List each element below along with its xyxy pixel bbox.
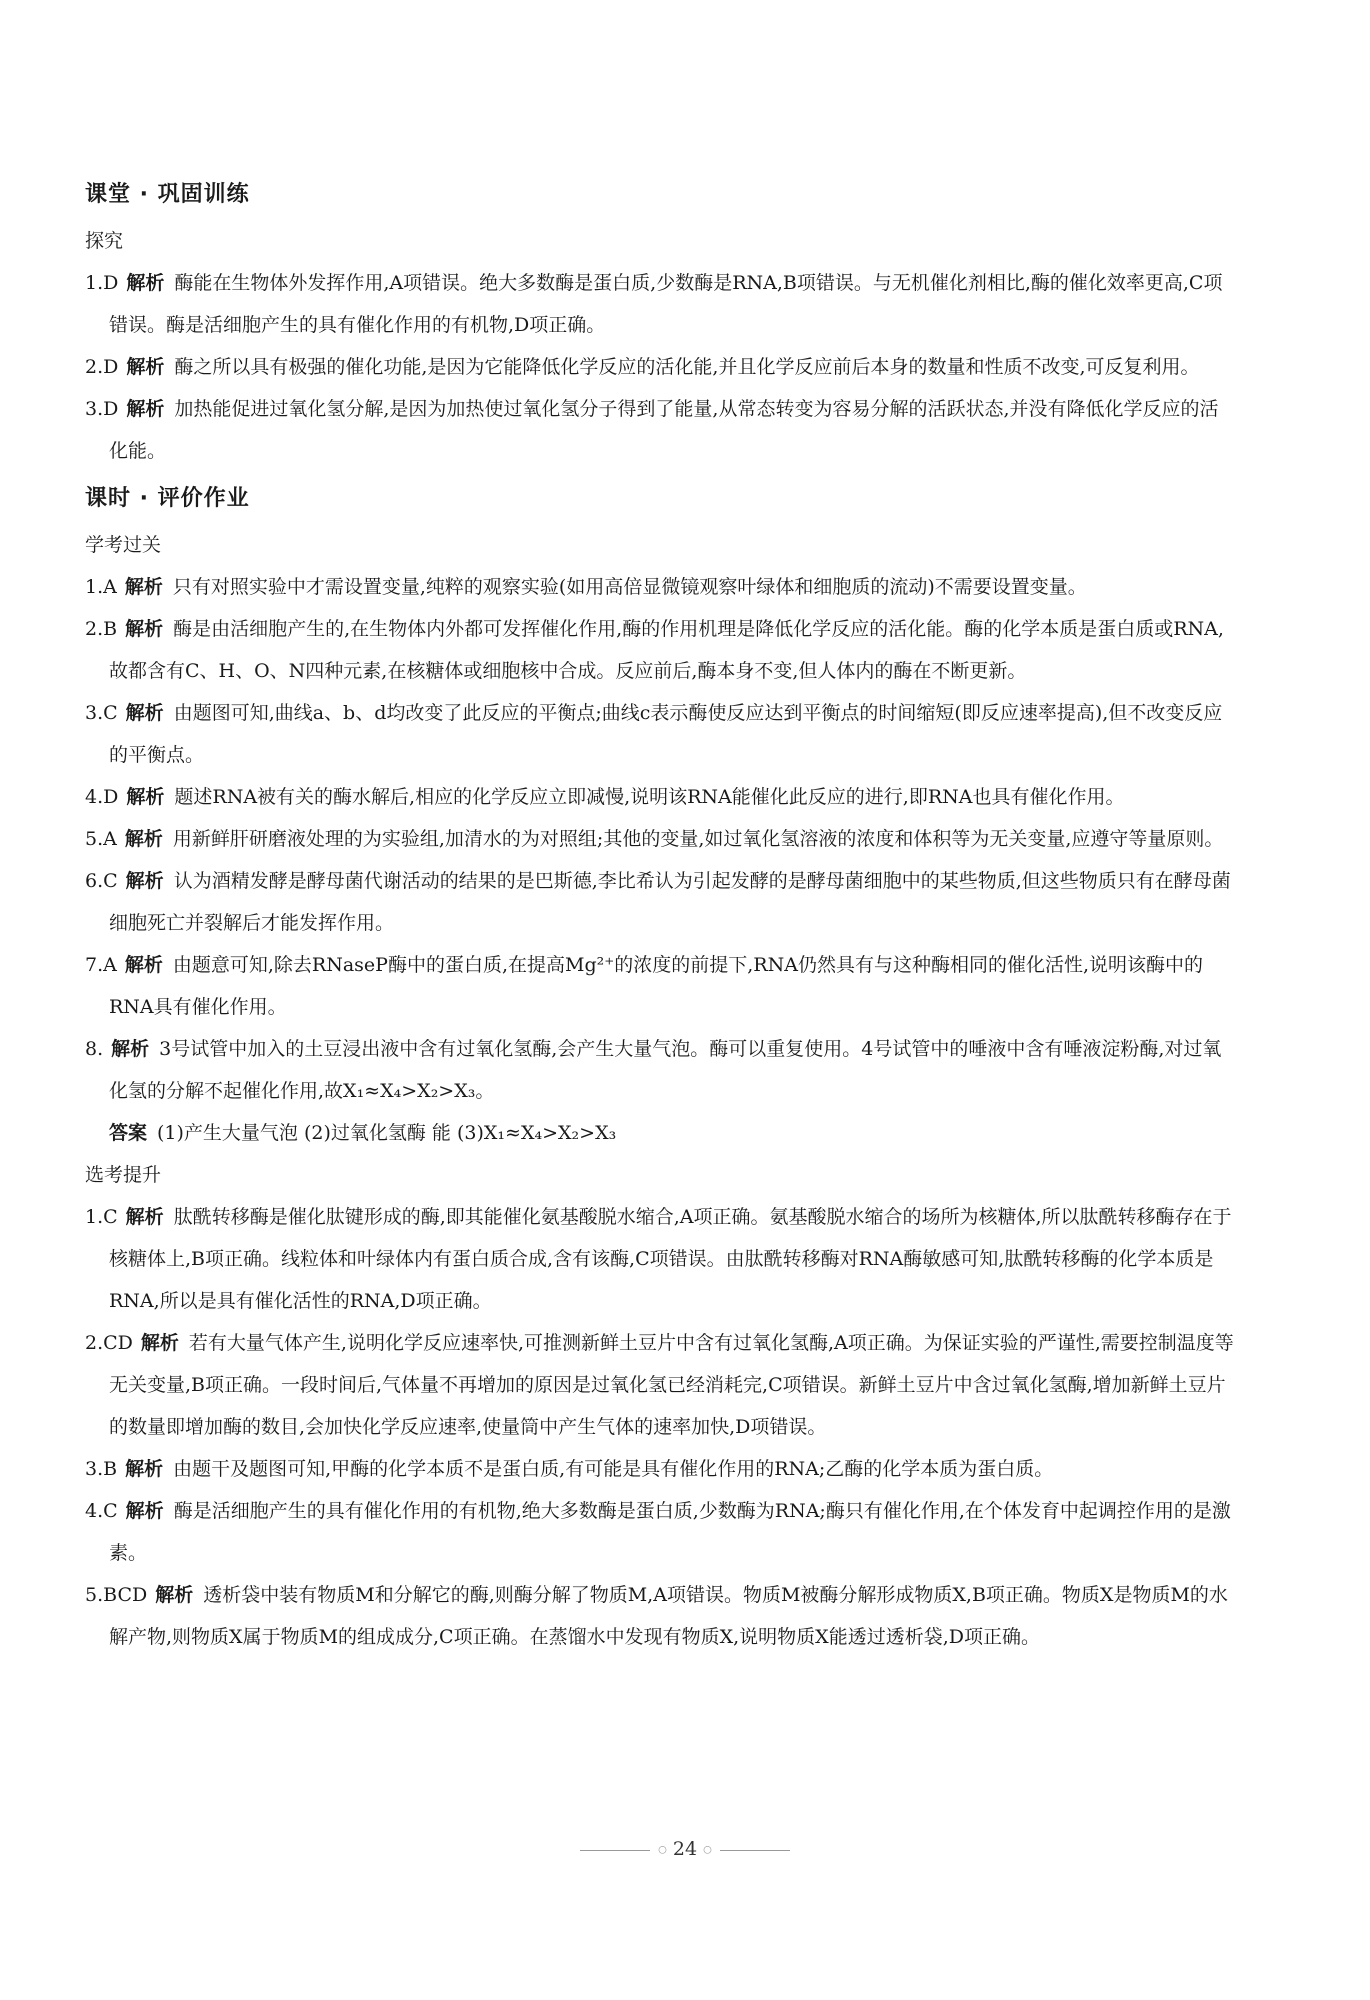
item-tag: 解析: [124, 576, 163, 598]
answer-item: [85, 608, 1235, 692]
item-tag: 解析: [125, 1500, 164, 1522]
item-text: 认为酒精发酵是酵母菌代谢活动的结果的是巴斯德,李比希认为引起发酵的是酵母菌细胞中的某些物质,但这些物质只有在酵母菌细胞死亡并裂解后才能发挥作用。: [109, 870, 1231, 934]
explore-list: [85, 262, 1235, 472]
item-text: 只有对照实验中才需设置变量,纯粹的观察实验(如用高倍显微镜观察叶绿体和细胞质的流动)不需要设置变量。: [172, 576, 1087, 598]
answer-item: [85, 566, 1235, 608]
item-number: 1.A: [85, 576, 117, 598]
item-text: 由题图可知,曲线a、b、d均改变了此反应的平衡点;曲线c表示酶使反应达到平衡点的时间缩短(即反应速率提高),但不改变反应的平衡点。: [109, 702, 1223, 766]
item-tag: 解析: [125, 870, 164, 892]
item-number: 8.: [85, 1038, 104, 1060]
item-tag: 解析: [126, 272, 165, 294]
answer-text: (1)产生大量气泡 (2)过氧化氢酶 能 (3)X₁≈X₄>X₂>X₃: [157, 1122, 617, 1144]
item-number: 5.A: [85, 828, 117, 850]
answer-item: [85, 818, 1235, 860]
item-tag: 解析: [111, 1038, 150, 1060]
answer-content: [85, 168, 1235, 1658]
item-text: 题述RNA被有关的酶水解后,相应的化学反应立即减慢,说明该RNA能催化此反应的进行,即RNA也具有催化作用。: [174, 786, 1125, 808]
item-number: 5.BCD: [85, 1584, 148, 1606]
item-tag: 解析: [126, 356, 165, 378]
answer-item: [85, 776, 1235, 818]
item-tag: 解析: [126, 786, 165, 808]
answer-line: [85, 1112, 1235, 1154]
item-number: 3.C: [85, 702, 118, 724]
section-title-homework: 课时 · 评价作业: [85, 486, 250, 511]
item-tag: 解析: [124, 954, 163, 976]
answer-item: [85, 1574, 1235, 1658]
item-number: 4.D: [85, 786, 119, 808]
page-number: 24: [672, 1838, 698, 1860]
footer-rule-left: [580, 1850, 650, 1851]
answer-item: [85, 1196, 1235, 1322]
item-tag: 解析: [125, 702, 164, 724]
item-number: 4.C: [85, 1500, 118, 1522]
answer-item: [85, 346, 1235, 388]
footer-dot-right: ○: [703, 1844, 712, 1856]
item-text: 若有大量气体产生,说明化学反应速率快,可推测新鲜土豆片中含有过氧化氢酶,A项正确。为保证实验的严谨性,需要控制温度等无关变量,B项正确。一段时间后,气体量不再增加的原因是过氧化氢已经消耗完,C项错误。新鲜土豆片中含过氧化氢酶,增加新鲜土豆片的数量即增加酶的数目,会加快化学反应速率,使量筒中产生气体的速率加快,D项错误。: [109, 1332, 1234, 1438]
answer-item: [85, 944, 1235, 1028]
item-number: 2.D: [85, 356, 119, 378]
answer-item: [85, 1028, 1235, 1112]
answer-item: [85, 1490, 1235, 1574]
item-tag: 解析: [125, 618, 164, 640]
advanced-list: [85, 1196, 1235, 1658]
item-tag: 解析: [124, 828, 163, 850]
item-number: 1.D: [85, 272, 119, 294]
item-text: 酶是由活细胞产生的,在生物体内外都可发挥催化作用,酶的作用机理是降低化学反应的活化能。酶的化学本质是蛋白质或RNA,故都含有C、H、O、N四种元素,在核糖体或细胞核中合成。反应前后,酶本身不变,但人体内的酶在不断更新。: [109, 618, 1224, 682]
item-text: 加热能促进过氧化氢分解,是因为加热使过氧化氢分子得到了能量,从常态转变为容易分解的活跃状态,并没有降低化学反应的活化能。: [109, 398, 1219, 462]
subsection-explore: 探究: [85, 230, 124, 252]
item-text: 3号试管中加入的土豆浸出液中含有过氧化氢酶,会产生大量气泡。酶可以重复使用。4号试管中的唾液中含有唾液淀粉酶,对过氧化氢的分解不起催化作用,故X₁≈X₄>X₂>X₃。: [109, 1038, 1222, 1102]
item-tag: 解析: [125, 1206, 164, 1228]
item-text: 肽酰转移酶是催化肽键形成的酶,即其能催化氨基酸脱水缩合,A项正确。氨基酸脱水缩合的场所为核糖体,所以肽酰转移酶存在于核糖体上,B项正确。线粒体和叶绿体内有蛋白质合成,含有该酶,C项错误。由肽酰转移酶对RNA酶敏感可知,肽酰转移酶的化学本质是RNA,所以是具有催化活性的RNA,D项正确。: [109, 1206, 1232, 1312]
page-footer: [0, 1838, 1370, 1860]
item-number: 3.D: [85, 398, 119, 420]
answer-item: [85, 1322, 1235, 1448]
section-title-classroom: 课堂 · 巩固训练: [85, 182, 250, 207]
subsection-basic: 学考过关: [85, 534, 162, 556]
footer-rule-right: [720, 1850, 790, 1851]
item-number: 6.C: [85, 870, 118, 892]
answer-tag: 答案: [109, 1122, 148, 1144]
answer-item: [85, 388, 1235, 472]
item-tag: 解析: [125, 1458, 164, 1480]
item-text: 用新鲜肝研磨液处理的为实验组,加清水的为对照组;其他的变量,如过氧化氢溶液的浓度和体积等为无关变量,应遵守等量原则。: [172, 828, 1224, 850]
footer-dot-left: ○: [658, 1844, 667, 1856]
answer-item: [85, 692, 1235, 776]
answer-item: [85, 1448, 1235, 1490]
item-tag: 解析: [126, 398, 165, 420]
item-number: 2.B: [85, 618, 118, 640]
item-text: 酶是活细胞产生的具有催化作用的有机物,绝大多数酶是蛋白质,少数酶为RNA;酶只有催化作用,在个体发育中起调控作用的是激素。: [109, 1500, 1231, 1564]
item-number: 2.CD: [85, 1332, 133, 1354]
item-text: 透析袋中装有物质M和分解它的酶,则酶分解了物质M,A项错误。物质M被酶分解形成物质X,B项正确。物质X是物质M的水解产物,则物质X属于物质M的组成成分,C项正确。在蒸馏水中发现有物质X,说明物质X能透过透析袋,D项正确。: [109, 1584, 1228, 1648]
subsection-advanced: 选考提升: [85, 1164, 162, 1186]
item-text: 酶之所以具有极强的催化功能,是因为它能降低化学反应的活化能,并且化学反应前后本身的数量和性质不改变,可反复利用。: [174, 356, 1200, 378]
answer-item: [85, 860, 1235, 944]
item-number: 3.B: [85, 1458, 118, 1480]
item-number: 7.A: [85, 954, 117, 976]
item-number: 1.C: [85, 1206, 118, 1228]
item-text: 由题意可知,除去RNaseP酶中的蛋白质,在提高Mg²⁺的浓度的前提下,RNA仍然具有与这种酶相同的催化活性,说明该酶中的RNA具有催化作用。: [109, 954, 1203, 1018]
item-text: 酶能在生物体外发挥作用,A项错误。绝大多数酶是蛋白质,少数酶是RNA,B项错误。与无机催化剂相比,酶的催化效率更高,C项错误。酶是活细胞产生的具有催化作用的有机物,D项正确。: [109, 272, 1223, 336]
item-text: 由题干及题图可知,甲酶的化学本质不是蛋白质,有可能是具有催化作用的RNA;乙酶的化学本质为蛋白质。: [173, 1458, 1054, 1480]
basic-list: [85, 566, 1235, 1112]
answer-item: [85, 262, 1235, 346]
item-tag: 解析: [155, 1584, 194, 1606]
item-tag: 解析: [140, 1332, 179, 1354]
